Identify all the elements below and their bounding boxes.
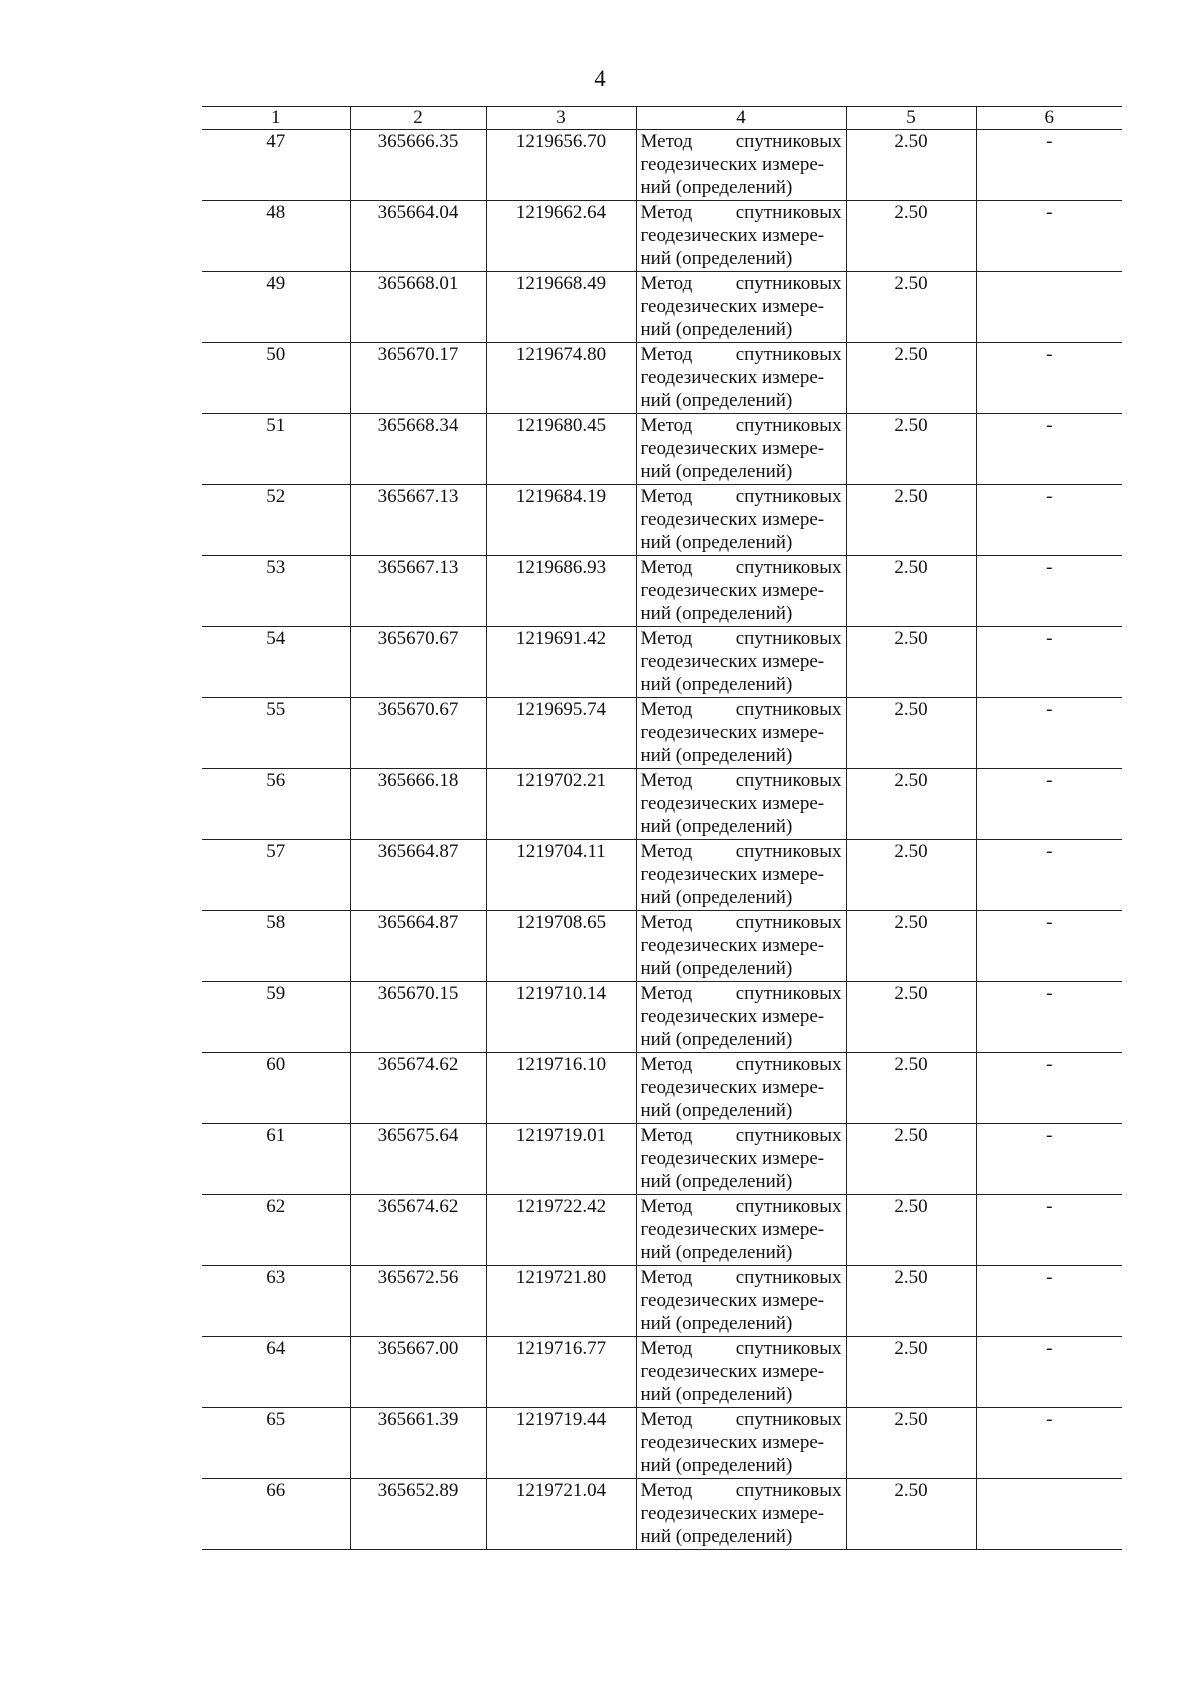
method-cell <box>636 1124 846 1195</box>
coordinate-y: 1219716.77 <box>486 1337 636 1408</box>
point-number: 65 <box>202 1408 350 1479</box>
method-line-2: геодезических измере- <box>640 793 825 814</box>
coordinate-y: 1219691.42 <box>486 627 636 698</box>
table-row <box>202 911 1122 982</box>
method-word-1: Метод <box>640 699 693 720</box>
note-value: - <box>976 1408 1122 1479</box>
coordinate-y: 1219680.45 <box>486 414 636 485</box>
accuracy-value: 2.50 <box>846 911 976 982</box>
method-line-2: геодезических измере- <box>640 1006 825 1027</box>
method-word-1: Метод <box>640 415 693 436</box>
point-number: 47 <box>202 130 350 201</box>
accuracy-value: 2.50 <box>846 485 976 556</box>
point-number: 66 <box>202 1479 350 1550</box>
accuracy-value: 2.50 <box>846 201 976 272</box>
method-cell <box>636 201 846 272</box>
method-line-3: ний (определений) <box>640 1100 793 1121</box>
note-value: - <box>976 698 1122 769</box>
method-word-2: спутниковых <box>735 1196 842 1217</box>
accuracy-value: 2.50 <box>846 1337 976 1408</box>
table-row <box>202 698 1122 769</box>
method-cell <box>636 1337 846 1408</box>
table-row <box>202 201 1122 272</box>
column-header: 2 <box>350 107 486 130</box>
accuracy-value: 2.50 <box>846 130 976 201</box>
point-number: 50 <box>202 343 350 414</box>
method-cell <box>636 769 846 840</box>
method-line-2: геодезических измере- <box>640 1148 825 1169</box>
method-line-2: геодезических измере- <box>640 509 825 530</box>
accuracy-value: 2.50 <box>846 414 976 485</box>
point-number: 62 <box>202 1195 350 1266</box>
method-line-3: ний (определений) <box>640 1313 793 1334</box>
accuracy-value: 2.50 <box>846 272 976 343</box>
coordinate-x: 365670.67 <box>350 627 486 698</box>
table-row <box>202 1053 1122 1124</box>
coordinate-y: 1219668.49 <box>486 272 636 343</box>
method-line-2: геодезических измере- <box>640 1290 825 1311</box>
method-line-2: геодезических измере- <box>640 438 825 459</box>
note-value: - <box>976 1195 1122 1266</box>
point-number: 57 <box>202 840 350 911</box>
accuracy-value: 2.50 <box>846 343 976 414</box>
method-line-2: геодезических измере- <box>640 296 825 317</box>
coordinate-x: 365667.13 <box>350 556 486 627</box>
method-cell <box>636 840 846 911</box>
method-line-3: ний (определений) <box>640 816 793 837</box>
method-cell <box>636 485 846 556</box>
method-line-3: ний (определений) <box>640 958 793 979</box>
method-word-1: Метод <box>640 344 693 365</box>
method-word-2: спутниковых <box>735 1409 842 1430</box>
method-line-2: геодезических измере- <box>640 1432 825 1453</box>
method-cell <box>636 1053 846 1124</box>
coordinate-x: 365668.34 <box>350 414 486 485</box>
table-row <box>202 1266 1122 1337</box>
coordinate-y: 1219719.44 <box>486 1408 636 1479</box>
method-cell <box>636 1408 846 1479</box>
method-cell <box>636 414 846 485</box>
method-line-2: геодезических измере- <box>640 722 825 743</box>
accuracy-value: 2.50 <box>846 698 976 769</box>
method-word-1: Метод <box>640 486 693 507</box>
method-line-3: ний (определений) <box>640 603 793 624</box>
coordinate-x: 365667.00 <box>350 1337 486 1408</box>
method-cell <box>636 911 846 982</box>
note-value: - <box>976 485 1122 556</box>
table-row <box>202 414 1122 485</box>
method-word-1: Метод <box>640 628 693 649</box>
method-cell <box>636 130 846 201</box>
method-word-2: спутниковых <box>735 770 842 791</box>
method-cell <box>636 343 846 414</box>
table-row <box>202 1195 1122 1266</box>
point-number: 48 <box>202 201 350 272</box>
coordinate-x: 365674.62 <box>350 1053 486 1124</box>
method-word-2: спутниковых <box>735 1267 842 1288</box>
coordinate-y: 1219674.80 <box>486 343 636 414</box>
coordinate-y: 1219662.64 <box>486 201 636 272</box>
coordinate-x: 365670.67 <box>350 698 486 769</box>
method-line-3: ний (определений) <box>640 1526 793 1547</box>
point-number: 64 <box>202 1337 350 1408</box>
coordinate-x: 365664.87 <box>350 840 486 911</box>
table-row <box>202 556 1122 627</box>
method-line-2: геодезических измере- <box>640 935 825 956</box>
method-word-1: Метод <box>640 1409 693 1430</box>
method-word-2: спутниковых <box>735 557 842 578</box>
table-row <box>202 627 1122 698</box>
accuracy-value: 2.50 <box>846 1408 976 1479</box>
coordinates-table <box>202 106 1122 1550</box>
column-header: 5 <box>846 107 976 130</box>
table-row <box>202 343 1122 414</box>
method-word-1: Метод <box>640 557 693 578</box>
method-word-2: спутниковых <box>735 1054 842 1075</box>
point-number: 51 <box>202 414 350 485</box>
coordinate-y: 1219710.14 <box>486 982 636 1053</box>
coordinate-y: 1219719.01 <box>486 1124 636 1195</box>
method-word-2: спутниковых <box>735 628 842 649</box>
accuracy-value: 2.50 <box>846 556 976 627</box>
coordinate-x: 365672.56 <box>350 1266 486 1337</box>
accuracy-value: 2.50 <box>846 1266 976 1337</box>
point-number: 55 <box>202 698 350 769</box>
method-cell <box>636 982 846 1053</box>
coordinate-y: 1219722.42 <box>486 1195 636 1266</box>
point-number: 61 <box>202 1124 350 1195</box>
method-word-2: спутниковых <box>735 1338 842 1359</box>
method-word-1: Метод <box>640 1196 693 1217</box>
note-value: - <box>976 201 1122 272</box>
table-row <box>202 840 1122 911</box>
point-number: 58 <box>202 911 350 982</box>
note-value: - <box>976 840 1122 911</box>
table-row <box>202 485 1122 556</box>
note-value: - <box>976 414 1122 485</box>
accuracy-value: 2.50 <box>846 1053 976 1124</box>
method-word-1: Метод <box>640 841 693 862</box>
note-value: - <box>976 1053 1122 1124</box>
table-row <box>202 130 1122 201</box>
column-header: 6 <box>976 107 1122 130</box>
method-cell <box>636 556 846 627</box>
coordinate-x: 365670.17 <box>350 343 486 414</box>
table-row <box>202 1479 1122 1550</box>
method-line-2: геодезических измере- <box>640 1077 825 1098</box>
method-line-2: геодезических измере- <box>640 225 825 246</box>
accuracy-value: 2.50 <box>846 982 976 1053</box>
accuracy-value: 2.50 <box>846 1195 976 1266</box>
method-word-1: Метод <box>640 912 693 933</box>
method-word-2: спутниковых <box>735 415 842 436</box>
method-word-1: Метод <box>640 770 693 791</box>
coordinate-x: 365666.18 <box>350 769 486 840</box>
coordinate-y: 1219684.19 <box>486 485 636 556</box>
point-number: 60 <box>202 1053 350 1124</box>
table-header-row <box>202 107 1122 130</box>
table-row <box>202 769 1122 840</box>
method-word-2: спутниковых <box>735 1125 842 1146</box>
method-word-2: спутниковых <box>735 486 842 507</box>
coordinate-y: 1219702.21 <box>486 769 636 840</box>
method-word-2: спутниковых <box>735 983 842 1004</box>
method-word-2: спутниковых <box>735 912 842 933</box>
method-word-1: Метод <box>640 1267 693 1288</box>
method-word-1: Метод <box>640 1480 693 1501</box>
coordinate-x: 365666.35 <box>350 130 486 201</box>
note-value <box>976 272 1122 343</box>
method-line-3: ний (определений) <box>640 248 793 269</box>
page-number: 4 <box>594 66 606 91</box>
method-line-3: ний (определений) <box>640 390 793 411</box>
point-number: 59 <box>202 982 350 1053</box>
table-row <box>202 982 1122 1053</box>
method-word-2: спутниковых <box>735 841 842 862</box>
method-word-1: Метод <box>640 273 693 294</box>
method-line-3: ний (определений) <box>640 1029 793 1050</box>
method-line-2: геодезических измере- <box>640 1361 825 1382</box>
coordinate-x: 365675.64 <box>350 1124 486 1195</box>
coordinate-x: 365667.13 <box>350 485 486 556</box>
coordinate-y: 1219721.04 <box>486 1479 636 1550</box>
column-header: 3 <box>486 107 636 130</box>
method-line-3: ний (определений) <box>640 1455 793 1476</box>
method-line-3: ний (определений) <box>640 319 793 340</box>
note-value: - <box>976 130 1122 201</box>
note-value: - <box>976 1337 1122 1408</box>
method-line-3: ний (определений) <box>640 177 793 198</box>
method-cell <box>636 1266 846 1337</box>
accuracy-value: 2.50 <box>846 627 976 698</box>
coordinate-y: 1219656.70 <box>486 130 636 201</box>
method-cell <box>636 1479 846 1550</box>
method-line-3: ний (определений) <box>640 461 793 482</box>
method-line-2: геодезических измере- <box>640 154 825 175</box>
method-cell <box>636 272 846 343</box>
method-line-3: ний (определений) <box>640 1384 793 1405</box>
method-line-3: ний (определений) <box>640 1171 793 1192</box>
method-line-2: геодезических измере- <box>640 1219 825 1240</box>
method-word-2: спутниковых <box>735 344 842 365</box>
method-line-2: геодезических измере- <box>640 367 825 388</box>
coordinate-x: 365664.04 <box>350 201 486 272</box>
note-value: - <box>976 769 1122 840</box>
note-value: - <box>976 627 1122 698</box>
coordinate-y: 1219716.10 <box>486 1053 636 1124</box>
note-value <box>976 1479 1122 1550</box>
column-header: 4 <box>636 107 846 130</box>
method-word-1: Метод <box>640 202 693 223</box>
coordinate-y: 1219686.93 <box>486 556 636 627</box>
point-number: 54 <box>202 627 350 698</box>
coordinate-x: 365674.62 <box>350 1195 486 1266</box>
accuracy-value: 2.50 <box>846 1479 976 1550</box>
point-number: 52 <box>202 485 350 556</box>
method-word-1: Метод <box>640 1054 693 1075</box>
column-header: 1 <box>202 107 350 130</box>
method-line-2: геодезических измере- <box>640 580 825 601</box>
coordinate-y: 1219708.65 <box>486 911 636 982</box>
coordinate-x: 365670.15 <box>350 982 486 1053</box>
coordinate-y: 1219695.74 <box>486 698 636 769</box>
note-value: - <box>976 982 1122 1053</box>
point-number: 49 <box>202 272 350 343</box>
table-row <box>202 1124 1122 1195</box>
method-word-2: спутниковых <box>735 699 842 720</box>
coordinate-y: 1219721.80 <box>486 1266 636 1337</box>
coordinate-x: 365652.89 <box>350 1479 486 1550</box>
method-line-3: ний (определений) <box>640 1242 793 1263</box>
note-value: - <box>976 1266 1122 1337</box>
method-cell <box>636 627 846 698</box>
point-number: 53 <box>202 556 350 627</box>
note-value: - <box>976 556 1122 627</box>
accuracy-value: 2.50 <box>846 1124 976 1195</box>
table-row <box>202 272 1122 343</box>
method-word-1: Метод <box>640 1125 693 1146</box>
note-value: - <box>976 343 1122 414</box>
method-word-2: спутниковых <box>735 1480 842 1501</box>
method-line-3: ний (определений) <box>640 674 793 695</box>
method-cell <box>636 698 846 769</box>
coordinate-x: 365668.01 <box>350 272 486 343</box>
method-line-2: геодезических измере- <box>640 864 825 885</box>
table-row <box>202 1408 1122 1479</box>
note-value: - <box>976 911 1122 982</box>
table-row <box>202 1337 1122 1408</box>
method-line-3: ний (определений) <box>640 745 793 766</box>
note-value: - <box>976 1124 1122 1195</box>
point-number: 56 <box>202 769 350 840</box>
coordinate-x: 365664.87 <box>350 911 486 982</box>
method-word-2: спутниковых <box>735 131 842 152</box>
method-word-1: Метод <box>640 983 693 1004</box>
method-word-1: Метод <box>640 1338 693 1359</box>
method-line-2: геодезических измере- <box>640 651 825 672</box>
method-line-3: ний (определений) <box>640 887 793 908</box>
method-word-1: Метод <box>640 131 693 152</box>
accuracy-value: 2.50 <box>846 769 976 840</box>
point-number: 63 <box>202 1266 350 1337</box>
coordinate-x: 365661.39 <box>350 1408 486 1479</box>
method-line-2: геодезических измере- <box>640 1503 825 1524</box>
accuracy-value: 2.50 <box>846 840 976 911</box>
method-cell <box>636 1195 846 1266</box>
method-line-3: ний (определений) <box>640 532 793 553</box>
method-word-2: спутниковых <box>735 202 842 223</box>
coordinate-y: 1219704.11 <box>486 840 636 911</box>
method-word-2: спутниковых <box>735 273 842 294</box>
